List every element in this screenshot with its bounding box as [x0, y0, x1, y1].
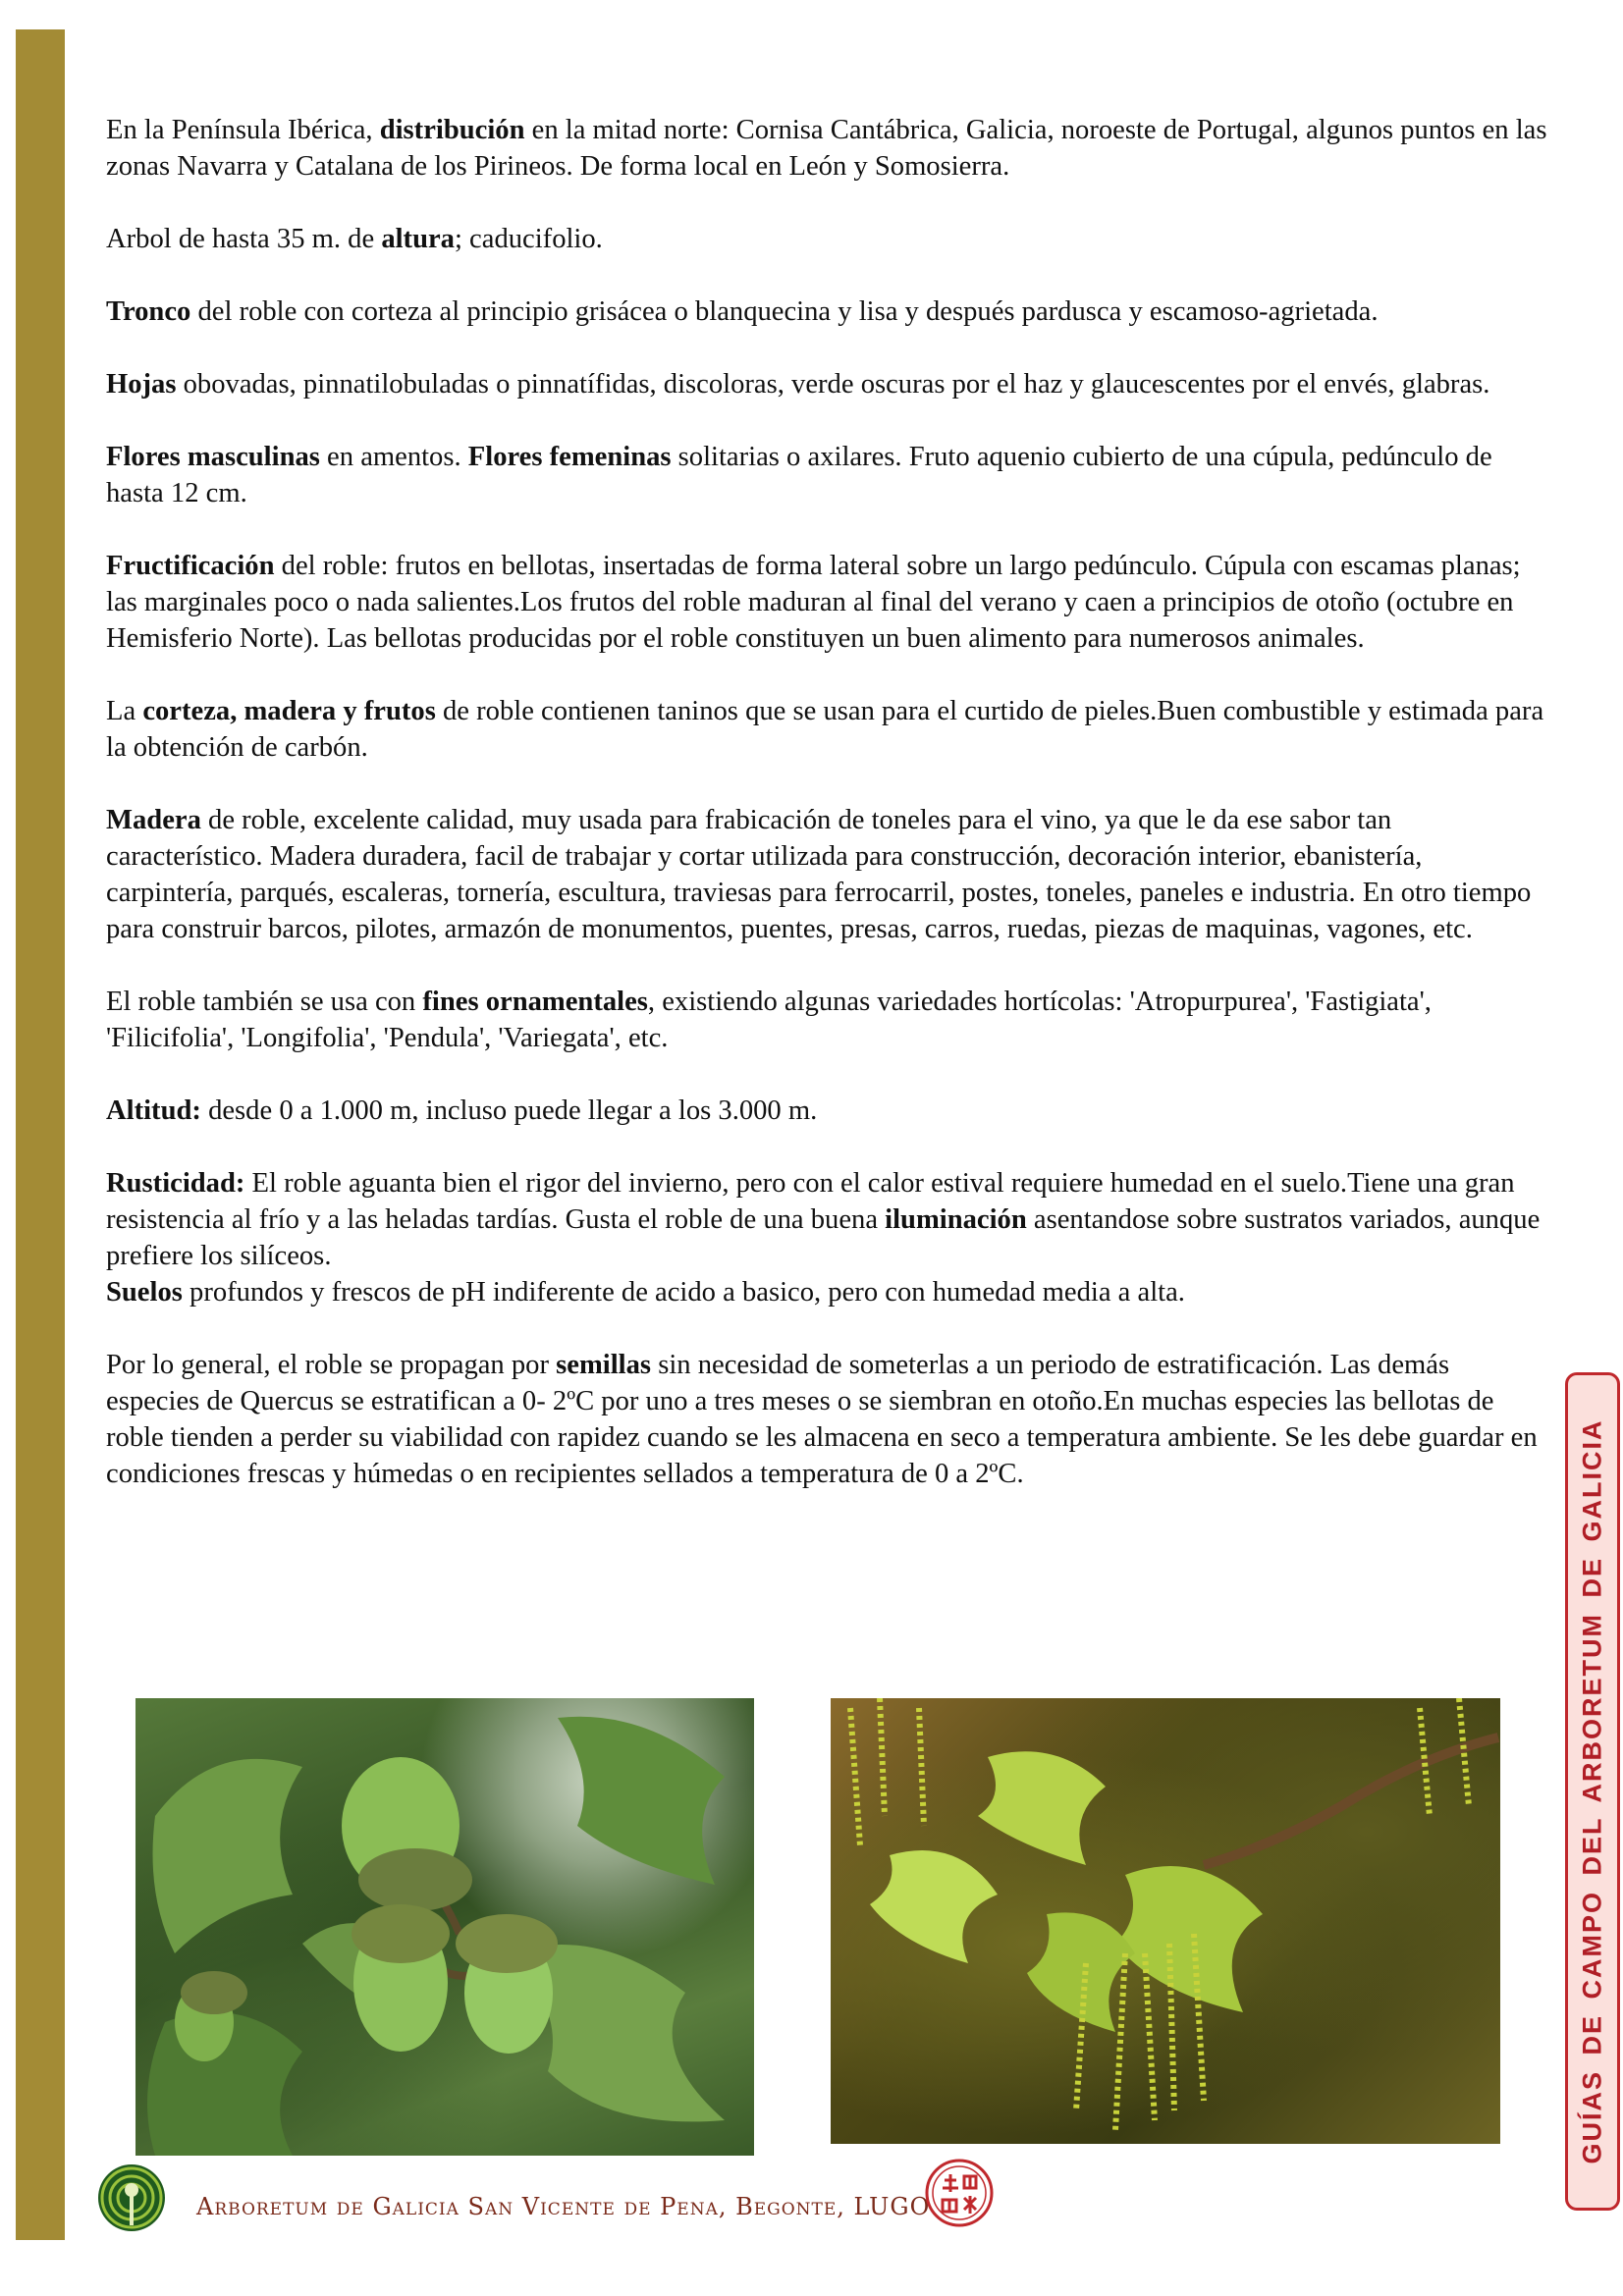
arboretum-logo [96, 2163, 167, 2233]
paragraph-rusticidad: Rusticidad: El roble aguanta bien el rigor del invierno, pero con el calor estival requiere humedad en el suelo.Tiene una gran resistencia al frío y a las heladas tardías. Gusta el roble de una buena iluminación asentandose sobre sustratos variados, aunque prefiere los silíceos. [106, 1168, 1541, 1271]
paragraph-propagacion: Por lo general, el roble se propagan por semillas sin necesidad de someterlas a un periodo de estratificación. Las demás especies de Quercus se estratifican a 0- 2ºC por uno a tres meses o se siembran en otoño.En muchas especies las bellotas de roble tienden a perder su viabilidad con rapidez cuando se les almacena en seco a temperatura ambiente. Se les debe guardar en condiciones frescas y húmedas o en recipientes sellados a temperatura de 0 a 2ºC. [106, 1350, 1538, 1489]
paragraph-corteza: La corteza, madera y frutos de roble contienen taninos que se usan para el curtido de pieles.Buen combustible y estimada para la obtención de carbón. [106, 696, 1544, 763]
field-guide-side-label [1565, 1372, 1620, 2211]
paragraph-hojas: Hojas obovadas, pinnatilobuladas o pinnatífidas, discoloras, verde oscuras por el haz y glaucescentes por el envés, glabras. [106, 369, 1490, 400]
document-body [106, 112, 1549, 1528]
decorative-side-bar [16, 29, 65, 2240]
paragraph-altitud: Altitud: desde 0 a 1.000 m, incluso puede llegar a los 3.000 m. [106, 1095, 818, 1126]
paragraph-fructificacion: Fructificación del roble: frutos en bellotas, insertadas de forma lateral sobre un largo pedúnculo. Cúpula con escamas planas; las marginales poco o nada salientes.Los frutos del roble maduran al final del verano y caen a principios de otoño (octubre en Hemisferio Norte). Las bellotas producidas por el roble constituyen un buen alimento para numerosos animales. [106, 551, 1521, 654]
paragraph-distribucion: En la Península Ibérica, distribución en la mitad norte: Cornisa Cantábrica, Galicia, noroeste de Portugal, algunos puntos en las zonas Navarra y Catalana de los Pirineos. De forma local en León y Somosierra. [106, 115, 1547, 182]
paragraph-flores: Flores masculinas en amentos. Flores femeninas solitarias o axilares. Fruto aquenio cubierto de una cúpula, pedúnculo de hasta 12 cm. [106, 442, 1492, 508]
acorns-photo [135, 1698, 754, 2156]
footer-address: Arboretum de Galicia San Vicente de Pena, Begonte, LUGO [196, 2193, 931, 2220]
side-label-text: GUÍAS DE CAMPO DEL ARBORETUM DE GALICIA [1577, 1418, 1607, 2164]
paragraph-suelos: Suelos profundos y frescos de pH indiferente de acido a basico, pero con humedad media a alta. [106, 1277, 1185, 1308]
seal-icon [925, 2159, 994, 2227]
paragraph-madera: Madera de roble, excelente calidad, muy usada para frabicación de toneles para el vino, ya que le da ese sabor tan característico. Madera duradera, facil de trabajar y cortar utilizada para construcción, decoración interior, ebanistería, carpintería, parqués, escaleras, tornería, escultura, traviesas para ferrocarril, postes, toneles, paneles e industria. En otro tiempo para construir barcos, pilotes, armazón de monumentos, puentes, presas, carros, ruedas, piezas de maquinas, vagones, etc. [106, 805, 1532, 944]
paragraph-ornamentales: El roble también se usa con fines ornamentales, existiendo algunas variedades hortícolas: 'Atropurpurea', 'Fastigiata', 'Filicifolia', 'Longifolia', 'Pendula', 'Variegata', etc. [106, 987, 1432, 1053]
paragraph-altura: Arbol de hasta 35 m. de altura; caducifolio. [106, 224, 603, 254]
catkins-photo [831, 1698, 1500, 2144]
paragraph-tronco: Tronco del roble con corteza al principio grisácea o blanquecina y lisa y después pardusca y escamoso-agrietada. [106, 296, 1379, 327]
